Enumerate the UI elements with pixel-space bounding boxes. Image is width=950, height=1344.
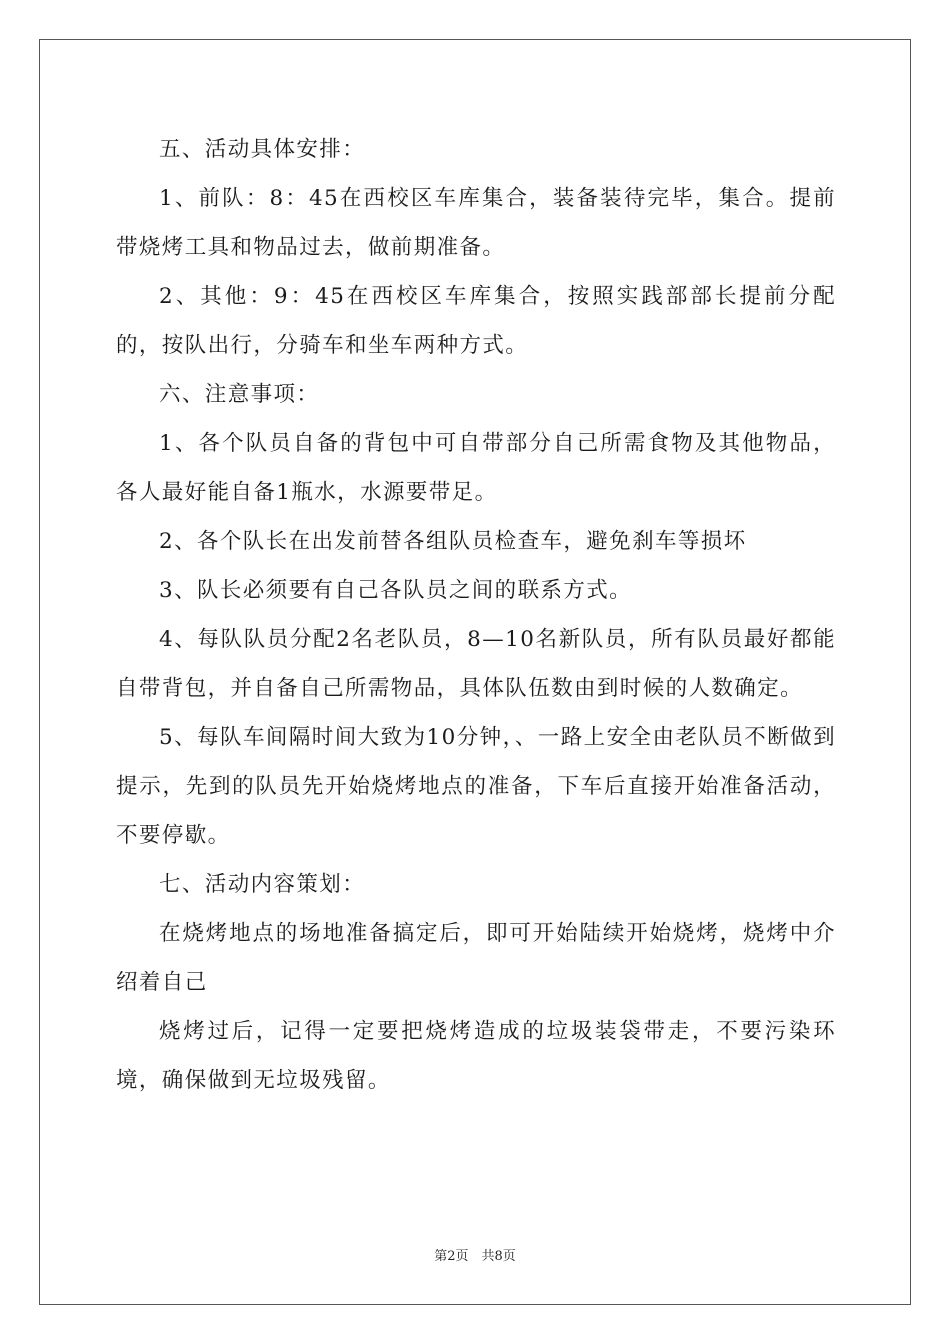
- paragraph-item: 1、各个队员自备的背包中可自带部分自己所需食物及其他物品，各人最好能自备1瓶水，水源要带足。: [116, 431, 836, 505]
- section-heading-arrangement: 五、活动具体安排：: [159, 137, 366, 162]
- paragraph-item: 5、每队车间隔时间大致为10分钟，、一路上安全由老队员不断做到提示，先到的队员先开始烧烤地点的准备，下车后直接开始准备活动，不要停歇。: [116, 725, 836, 848]
- paragraph-item: 2、其他：9：45在西校区车库集合，按照实践部部长提前分配的，按队出行，分骑车和坐车两种方式。: [116, 284, 836, 358]
- paragraph-item: 3、队长必须要有自己各队员之间的联系方式。: [159, 578, 633, 603]
- paragraph-item: 在烧烤地点的场地准备搞定后，即可开始陆续开始烧烤，烧烤中介绍着自己: [116, 921, 836, 995]
- paragraph-item: 2、各个队长在出发前替各组队员检查车，避免刹车等损坏: [159, 529, 747, 554]
- page-number-footer: 第2页 共8页: [434, 1249, 516, 1264]
- section-heading-planning: 七、活动内容策划：: [159, 872, 366, 897]
- document-body: [116, 125, 836, 1105]
- section-heading-notes: 六、注意事项：: [159, 382, 320, 407]
- paragraph-item: 1、前队：8：45在西校区车库集合，装备装待完毕，集合。提前带烧烤工具和物品过去，做前期准备。: [116, 186, 836, 260]
- paragraph-item: 4、每队队员分配2名老队员，8—10名新队员，所有队员最好都能自带背包，并自备自己所需物品，具体队伍数由到时候的人数确定。: [116, 627, 836, 701]
- paragraph-item: 烧烤过后，记得一定要把烧烤造成的垃圾装袋带走，不要污染环境，确保做到无垃圾残留。: [116, 1019, 836, 1093]
